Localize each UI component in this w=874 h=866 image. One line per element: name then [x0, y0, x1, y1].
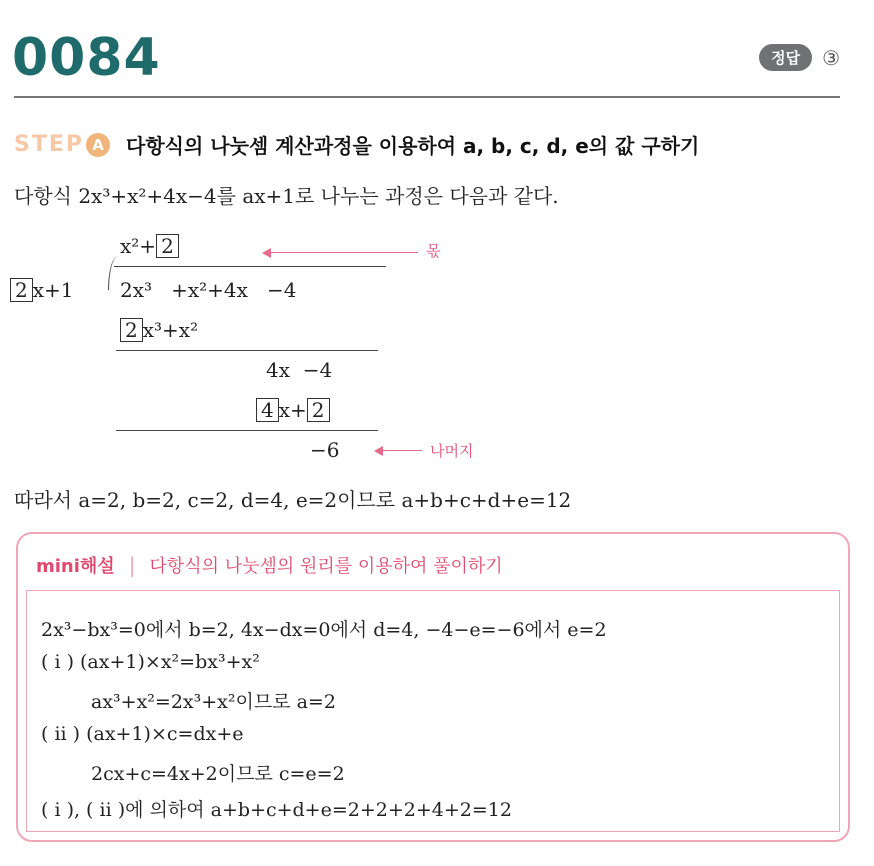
- step2-box: 4: [256, 398, 279, 422]
- mini-line: ( ii ) (ax+1)×c=dx+e: [41, 723, 244, 745]
- step1-box: 2: [120, 318, 143, 342]
- divisor: [10, 278, 74, 302]
- division-bar: [114, 266, 386, 267]
- step-title: 다항식의 나눗셈 계산과정을 이용하여 a, b, c, d, e의 값 구하기: [126, 134, 700, 158]
- division-bracket: [108, 256, 119, 290]
- mini-line: 2cx+c=4x+2이므로 c=e=2: [91, 763, 345, 785]
- mini-separator: |: [128, 553, 136, 577]
- step-letter-badge: A: [86, 133, 110, 157]
- quotient: [120, 234, 179, 258]
- step-label: STEP: [14, 132, 85, 157]
- quotient-arrow-line: [268, 252, 418, 253]
- remainder-arrow-head: [374, 446, 383, 456]
- long-division: [10, 232, 510, 462]
- mini-tag: mini해설: [36, 556, 115, 577]
- subtract-step2: [256, 398, 330, 422]
- divisor-text: x+1: [32, 278, 74, 302]
- final-remainder: −6: [310, 438, 340, 462]
- subtract-line-1: [116, 350, 378, 351]
- quotient-text: x²+: [120, 234, 157, 258]
- step1-text: x³+x²: [142, 318, 199, 342]
- subtract-line-2: [116, 430, 378, 431]
- mini-line: 2x³−bx³=0에서 b=2, 4x−dx=0에서 d=4, −4−e=−6에서 e=2: [41, 619, 607, 641]
- mini-content: [26, 590, 840, 832]
- quotient-arrow-head: [262, 248, 271, 258]
- remainder-arrow-line: [380, 450, 422, 451]
- mini-header: [36, 552, 503, 578]
- result-text: 따라서 a=2, b=2, c=2, d=4, e=2이므로 a+b+c+d+e=12: [14, 488, 572, 512]
- answer-value: ③: [822, 45, 840, 70]
- problem-number: 0084: [12, 28, 161, 88]
- quotient-box: 2: [156, 234, 179, 258]
- mini-line: ( i ) (ax+1)×x²=bx³+x²: [41, 651, 260, 673]
- divisor-box: 2: [10, 278, 33, 302]
- remainder-label: 나머지: [430, 442, 474, 460]
- dividend: 2x³ +x²+4x −4: [120, 278, 297, 302]
- mini-explanation-box: [16, 532, 850, 842]
- answer-badge: 정답: [759, 44, 812, 71]
- header-divider: [14, 96, 840, 98]
- answer-area: [759, 44, 840, 71]
- step2-box2: 2: [307, 398, 330, 422]
- mini-title: 다항식의 나눗셈의 원리를 이용하여 풀이하기: [149, 556, 503, 577]
- step2-text: x+: [278, 398, 307, 422]
- intro-text: 다항식 2x³+x²+4x−4를 ax+1로 나누는 과정은 다음과 같다.: [14, 184, 559, 208]
- quotient-label: 몫: [426, 242, 441, 260]
- subtract-step1: [120, 318, 198, 342]
- mini-line: ( i ), ( ii )에 의하여 a+b+c+d+e=2+2+2+4+2=12: [41, 799, 512, 821]
- remainder-1: 4x −4: [266, 358, 333, 382]
- mini-line: ax³+x²=2x³+x²이므로 a=2: [91, 691, 336, 713]
- step-heading: [14, 130, 699, 159]
